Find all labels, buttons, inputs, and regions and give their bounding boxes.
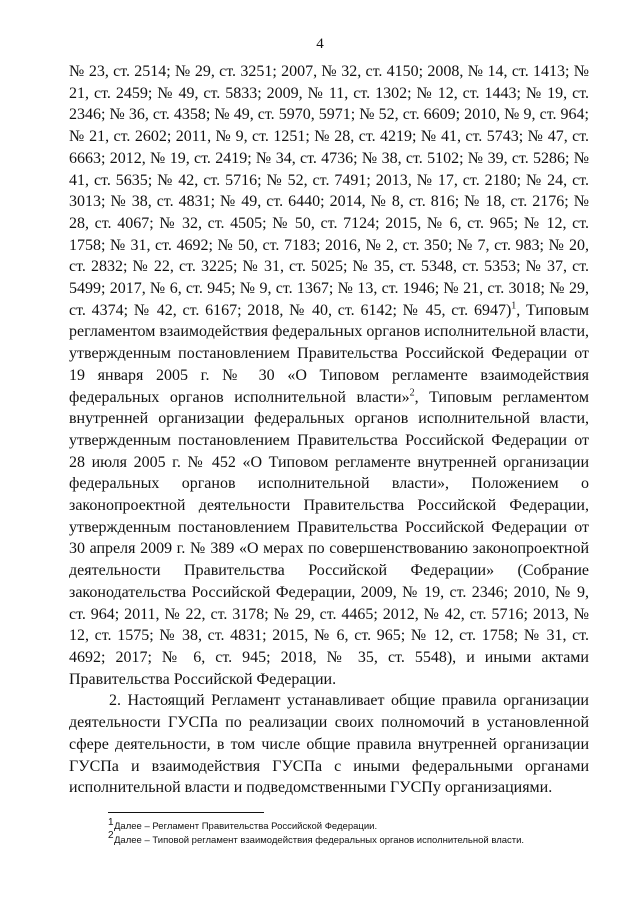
paragraph-1 — [69, 61, 589, 690]
document-body — [69, 61, 589, 799]
paragraph-2: 2. Настоящий Регламент устанавливает общие правила организации деятельности ГУСПа по реализации своих полномочий в установленной сфере деятельности, в том числе общие правила внутренней организации ГУСПа и взаимодействия ГУСПа с иными федеральными органами исполнительной власти и подведомственными ГУСПу организациями. — [69, 692, 589, 797]
page-number: 4 — [316, 36, 324, 52]
footnotes — [108, 816, 588, 847]
footnote-divider — [108, 812, 264, 813]
paragraph-1-text-c: , Типовым регламентом внутренней организации федеральных органов исполнительной власти, утвержденным постановлением Правительства Российской Федерации от 28 июля 2005 г. № 452 «О Типовом регламенте внутренней организации федеральных органов исполнительной власти», Положением о законопроектной деятельности Правительства Российской Федерации, утвержденным постановлением Правительства Российской Федерации от 30 апреля 2009 г. № 389 «О мерах по совершенствованию законопроектной деятельности Правительства Российской Федерации» (Собрание законодательства Российской Федерации, 2009, № 19, ст. 2346; 2010, № 9, ст. 964; 2011, № 22, ст. 3178; № 29, ст. 4465; 2012, № 42, ст. 5716; 2013, № 12, ст. 1575; № 38, ст. 4831; 2015, № 6, ст. 965; № 12, ст. 1758; № 31, ст. 4692; 2017; № 6, ст. 945; 2018, № 35, ст. 5548), и иными актами Правительства Российской Федерации. — [69, 388, 589, 688]
footnote-1-text: Далее – Регламент Правительства Российской Федерации. — [114, 821, 378, 832]
footnote-2: $^2$Далее – Типовой регламент взаимодействия федеральных органов исполнительной власти. — [108, 830, 525, 846]
footnote-1: $^1$Далее – Регламент Правительства Российской Федерации. — [108, 816, 378, 832]
footnote-ref-1[interactable]: 1 — [511, 300, 517, 312]
paragraph-1-text-b: , Типовым регламентом взаимодействия федеральных органов исполнительной власти, утвержденным постановлением Правительства Российской Федерации от 19 января 2005 г. № 30 «О Типовом регламенте взаимодействия федеральных органов исполнительной власти» — [69, 301, 589, 406]
footnote-ref-2[interactable]: 2 — [409, 387, 415, 399]
paragraph-1-text-a: № 23, ст. 2514; № 29, ст. 3251; 2007, № 32, ст. 4150; 2008, № 14, ст. 1413; № 21, ст. 2459; № 49, ст. 5833; 2009, № 11, ст. 1302; № 12, ст. 1443; № 19, ст. 2346; № 36, ст. 4358; № 49, ст. 5970, 5971; № 52, ст. 6609; 2010, № 9, ст. 964; № 21, ст. 2602; 2011, № 9, ст. 1251; № 28, ст. 4219; № 41, ст. 5743; № 47, ст. 6663; 2012, № 19, ст. 2419; № 34, ст. 4736; № 38, ст. 5102; № 39, ст. 5286; № 41, ст. 5635; № 42, ст. 5716; № 52, ст. 7491; 2013, № 17, ст. 2180; № 24, ст. 3013; № 38, ст. 4831; № 49, ст. 6440; 2014, № 8, ст. 816; № 18, ст. 2176; № 28, ст. 4067; № 32, ст. 4505; № 50, ст. 7124; 2015, № 6, ст. 965; № 12, ст. 1758; № 31, ст. 4692; № 50, ст. 7183; 2016, № 2, ст. 350; № 7, ст. 983; № 20, ст. 2832; № 22, ст. 3225; № 31, ст. 5025; № 35, ст. 5348, ст. 5353; № 37, ст. 5499; 2017, № 6, ст. 945; № 9, ст. 1367; № 13, ст. 1946; № 21, ст. 3018; № 29, ст. 4374; № 42, ст. 6167; 2018, № 40, ст. 6142; № 45, ст. 6947) — [69, 63, 589, 319]
footnote-2-text: Далее – Типовой регламент взаимодействия федеральных органов исполнительной власти. — [114, 834, 525, 846]
